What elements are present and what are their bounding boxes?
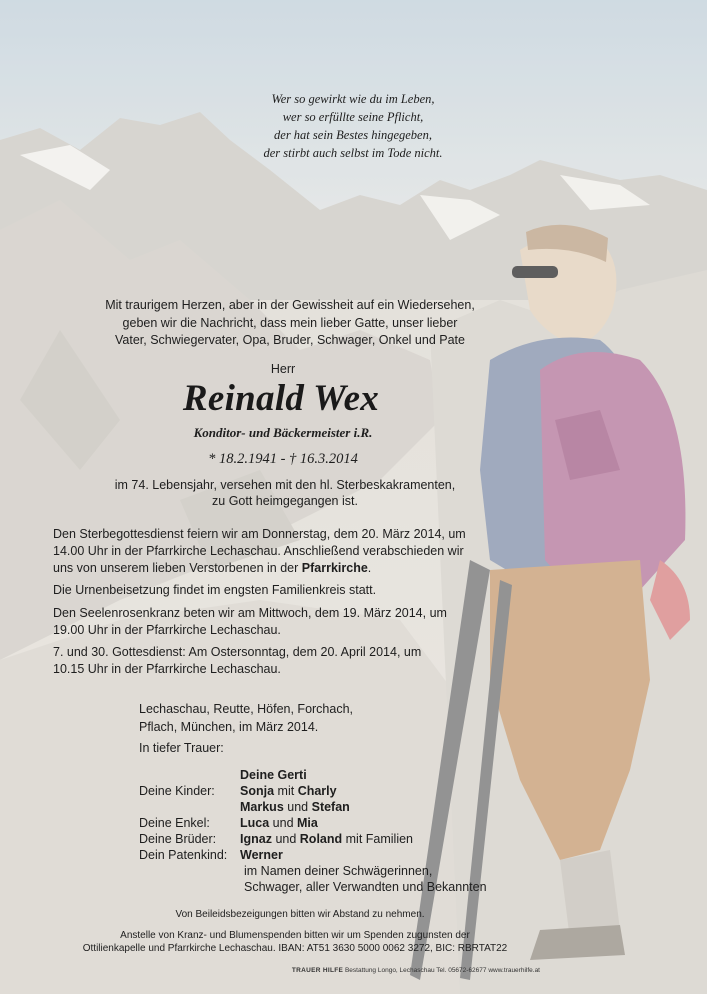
- footer-imprint: [180, 967, 540, 974]
- mourner-row: [139, 831, 559, 847]
- place-line: Pflach, München, im März 2014.: [139, 720, 319, 734]
- deceased-name: Reinald Wex: [182, 378, 380, 419]
- brother-name: Roland: [299, 832, 343, 846]
- donation-line: Anstelle von Kranz- und Blumenspenden bitten wir um Spenden zugunsten der: [120, 930, 470, 941]
- funeral-line: [53, 560, 523, 577]
- children-label: Deine Kinder:: [139, 784, 215, 798]
- donation-line: Ottilienkapelle und Pfarrkirche Lechaschau. IBAN: AT51 3630 5000 0062 3272, BIC: RBRTAT22: [82, 943, 508, 954]
- extended-family-line: im Namen deiner Schwägerinnen,: [244, 864, 433, 878]
- poem-line: der hat sein Bestes hingegeben,: [274, 128, 432, 142]
- deceased-profession: Konditor- und Bäckermeister i.R.: [193, 425, 373, 440]
- rosary-line: Den Seelenrosenkranz beten wir am Mittwoch, dem 19. März 2014, um: [53, 606, 447, 620]
- footer-brand: TRAUER HILFE: [291, 967, 344, 974]
- brother-name: Ignaz: [240, 832, 272, 846]
- life-info: [80, 477, 490, 509]
- child-name: Sonja: [240, 784, 275, 798]
- place-date: [139, 700, 439, 736]
- grandchildren-label: Deine Enkel:: [139, 816, 210, 830]
- footer-text: Bestattung Longo, Lechaschau Tel. 05672-62677 www.trauerhilfe.at: [344, 967, 540, 974]
- church-name: Pfarrkirche: [301, 561, 368, 575]
- brothers-label: Deine Brüder:: [139, 832, 217, 846]
- life-info-line: zu Gott heimgegangen ist.: [212, 494, 358, 508]
- mourner-row: [139, 783, 559, 799]
- connector: mit: [277, 784, 295, 798]
- donation-note: [40, 929, 550, 955]
- mourners-list: [139, 767, 559, 895]
- poem: [200, 90, 506, 162]
- brothers-suffix: mit Familien: [345, 832, 413, 846]
- grandchild-name: Mia: [297, 816, 318, 830]
- mourning-label: In tiefer Trauer:: [139, 741, 224, 755]
- mass-announcement: [53, 644, 523, 678]
- connector: und: [287, 800, 309, 814]
- mourner-row: [139, 799, 559, 815]
- mourner-row: [139, 847, 559, 863]
- wife-name: Deine Gerti: [240, 768, 307, 782]
- funeral-announcement: [53, 526, 523, 577]
- godchild-label: Dein Patenkind:: [139, 848, 228, 862]
- condolence-note: Von Beileidsbezeigungen bitten wir Abstand zu nehmen.: [175, 909, 425, 920]
- funeral-line-text: uns von unserem lieben Verstorbenen in der: [53, 561, 302, 575]
- mourner-row: [139, 767, 559, 783]
- mourner-row: [139, 863, 559, 879]
- godchild-name: Werner: [240, 848, 283, 862]
- intro-text: [60, 297, 520, 350]
- mass-line: 10.15 Uhr in der Pfarrkirche Lechaschau.: [53, 662, 281, 676]
- grandchild-name: Luca: [240, 816, 270, 830]
- mourner-row: [139, 879, 559, 895]
- partner-name: Stefan: [311, 800, 350, 814]
- funeral-line: Den Sterbegottesdienst feiern wir am Donnerstag, dem 20. März 2014, um: [53, 527, 466, 541]
- rosary-line: 19.00 Uhr in der Pfarrkirche Lechaschau.: [53, 623, 281, 637]
- connector: und: [272, 816, 294, 830]
- mass-line: 7. und 30. Gottesdienst: Am Ostersonntag, dem 20. April 2014, um: [53, 645, 422, 659]
- rosary-announcement: [53, 605, 523, 639]
- connector: und: [275, 832, 297, 846]
- child-name: Markus: [240, 800, 284, 814]
- urn-line: Die Urnenbeisetzung findet im engsten Familienkreis statt.: [53, 583, 377, 597]
- life-info-line: im 74. Lebensjahr, versehen mit den hl. Sterbeskakramenten,: [114, 478, 456, 492]
- poem-line: Wer so gewirkt wie du im Leben,: [271, 92, 435, 106]
- intro-line: Vater, Schwiegervater, Opa, Bruder, Schwager, Onkel und Pate: [115, 333, 465, 347]
- place-line: Lechaschau, Reutte, Höfen, Forchach,: [139, 702, 354, 716]
- salutation: Herr: [270, 362, 296, 376]
- poem-line: der stirbt auch selbst im Tode nicht.: [263, 146, 443, 160]
- funeral-line: 14.00 Uhr in der Pfarrkirche Lechaschau. Anschließend verabschieden wir: [53, 544, 464, 558]
- partner-name: Charly: [297, 784, 337, 798]
- poem-line: wer so erfüllte seine Pflicht,: [282, 110, 424, 124]
- intro-line: Mit traurigem Herzen, aber in der Gewissheit auf ein Wiedersehen,: [105, 298, 475, 312]
- extended-family-line: Schwager, aller Verwandten und Bekannten: [244, 880, 487, 894]
- period: .: [367, 561, 372, 575]
- intro-line: geben wir die Nachricht, dass mein lieber Gatte, unser lieber: [122, 315, 458, 330]
- mourner-row: [139, 815, 559, 831]
- urn-announcement: [53, 582, 523, 599]
- life-dates: * 18.2.1941 - † 16.3.2014: [208, 451, 358, 467]
